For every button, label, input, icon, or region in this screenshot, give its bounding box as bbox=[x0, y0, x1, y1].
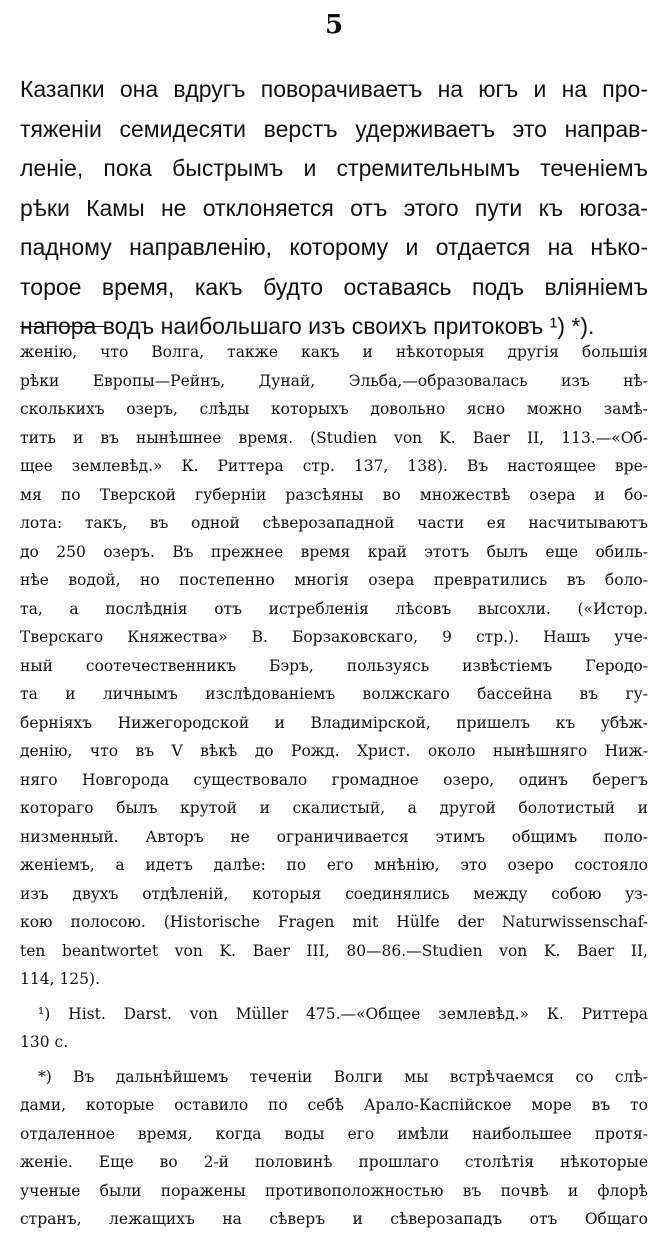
footnote-line: ученые были поражены противоположностью въ почвѣ и флорѣ bbox=[20, 1181, 648, 1200]
main-text-line: напора водъ наибольшаго изъ своихъ притоковъ ¹) *). bbox=[20, 313, 595, 339]
footnote-line: рѣки Европы—Рейнъ, Дунай, Эльба,—образовалась изъ нѣ- bbox=[20, 371, 648, 390]
footnote-line: ный соотечественникъ Бэръ, пользуясь извѣстіемъ Геродо- bbox=[20, 656, 648, 675]
footnote-line: няго Новгорода существовало громадное озеро, одинъ берегъ bbox=[20, 770, 648, 789]
footnote-line: та и личнымъ изслѣдованіемъ волжскаго бассейна въ гу- bbox=[20, 685, 648, 703]
footnote-line: Тверскаго Княжества» В. Борзаковскаго, 9 стр.). Нашъ уче- bbox=[20, 628, 648, 646]
footnote-line: *) Въ дальнѣйшемъ теченіи Волги мы встрѣчаемся со слѣ- bbox=[38, 1067, 648, 1086]
footnote-line: денію, что въ V вѣкѣ до Рожд. Христ. около нынѣшняго Ниж- bbox=[20, 742, 648, 760]
footnote-line: женію, что Волга, также какъ и нѣкоторыя другія большія bbox=[20, 343, 648, 361]
footnote-line: берніяхъ Нижегородской и Владимірской, пришелъ къ убѣж- bbox=[20, 713, 648, 732]
main-text-line: торое время, какъ будто оставаясь подъ вліяніемъ bbox=[20, 273, 648, 300]
continued-footnote bbox=[20, 338, 648, 994]
footnote-1 bbox=[20, 1000, 648, 1057]
footnote-line: кою полосою. (Historische Fragen mit Hülfe der Naturwissenschaf- bbox=[20, 913, 648, 931]
footnote-line: отдаленное время, когда воды его имѣли наибольшее протя- bbox=[20, 1124, 648, 1143]
footnote-line: женіе. Еще во 2-й половинѣ прошлаго столѣтія нѣкоторые bbox=[20, 1153, 648, 1171]
footnote-line: сколькихъ озеръ, слѣды которыхъ довольно ясно можно замѣ- bbox=[20, 400, 648, 418]
footnote-line: странъ, лежащихъ на сѣверъ и сѣверозападъ отъ Общаго bbox=[20, 1210, 648, 1228]
footnote-line: тить и въ нынѣшнее время. (Studien von K. Baer II, 113.—«Об- bbox=[20, 428, 648, 447]
footnote-line: та, а послѣднія отъ истребленія лѣсовъ высохли. («Истор. bbox=[20, 599, 648, 618]
main-text-line: Казапки она вдругъ поворачиваетъ на югъ и на про- bbox=[20, 76, 648, 102]
footnote-line: лота: такъ, въ одной сѣверозападной части ея насчитываютъ bbox=[20, 514, 648, 532]
footnote-line: нѣе водой, но постепенно многія озера превратились въ боло- bbox=[20, 571, 648, 589]
footnote-line: низменный. Авторъ не ограничивается этимъ общимъ поло- bbox=[20, 827, 648, 846]
main-text-line: рѣки Камы не отклоняется отъ этого пути къ югоза- bbox=[20, 194, 648, 221]
footnote-line: мя по Тверской губерніи разсѣяны во множествѣ озера и бо- bbox=[20, 485, 648, 504]
footnote-line: 130 с. bbox=[20, 1033, 69, 1051]
footnote-line: ¹) Hist. Darst. von Müller 475.—«Общее землевѣд.» К. Риттера bbox=[38, 1004, 648, 1023]
footnote-separator bbox=[20, 326, 105, 327]
footnote-line: котораго былъ крутой и скалистый, а другой болотистый и bbox=[20, 799, 648, 817]
footnotes bbox=[20, 338, 648, 1234]
page-number: 5 bbox=[324, 10, 344, 40]
main-text-line: леніе, пока быстрымъ и стремительнымъ теченіемъ bbox=[20, 155, 648, 181]
footnote-line: ten beantwortet von K. Baer III, 80—86.—Studien von K. Baer II, bbox=[20, 941, 648, 960]
footnote-line: щее землевѣд.» К. Риттера стр. 137, 138). Въ настоящее вре- bbox=[20, 457, 648, 475]
footnote-line: изъ двухъ отдѣленій, которыя соединялись между собою уз- bbox=[20, 884, 648, 903]
footnote-line: до 250 озеръ. Въ прежнее время край этотъ былъ еще обиль- bbox=[20, 542, 648, 561]
footnote-line: женіемъ, а идетъ далѣе: по его мнѣнію, это озеро состояло bbox=[20, 856, 648, 874]
main-text-line: падному направленію, которому и отдается на нѣко- bbox=[20, 234, 648, 260]
footnote-line: дами, которые оставило по себѣ Арало-Каспійское море въ то bbox=[20, 1096, 648, 1114]
main-text-line: тяженіи семидесяти верстъ удерживаетъ это направ- bbox=[20, 115, 648, 142]
footnote-line: 114, 125). bbox=[20, 970, 100, 988]
main-text bbox=[20, 70, 648, 347]
footnote-star bbox=[20, 1063, 648, 1234]
